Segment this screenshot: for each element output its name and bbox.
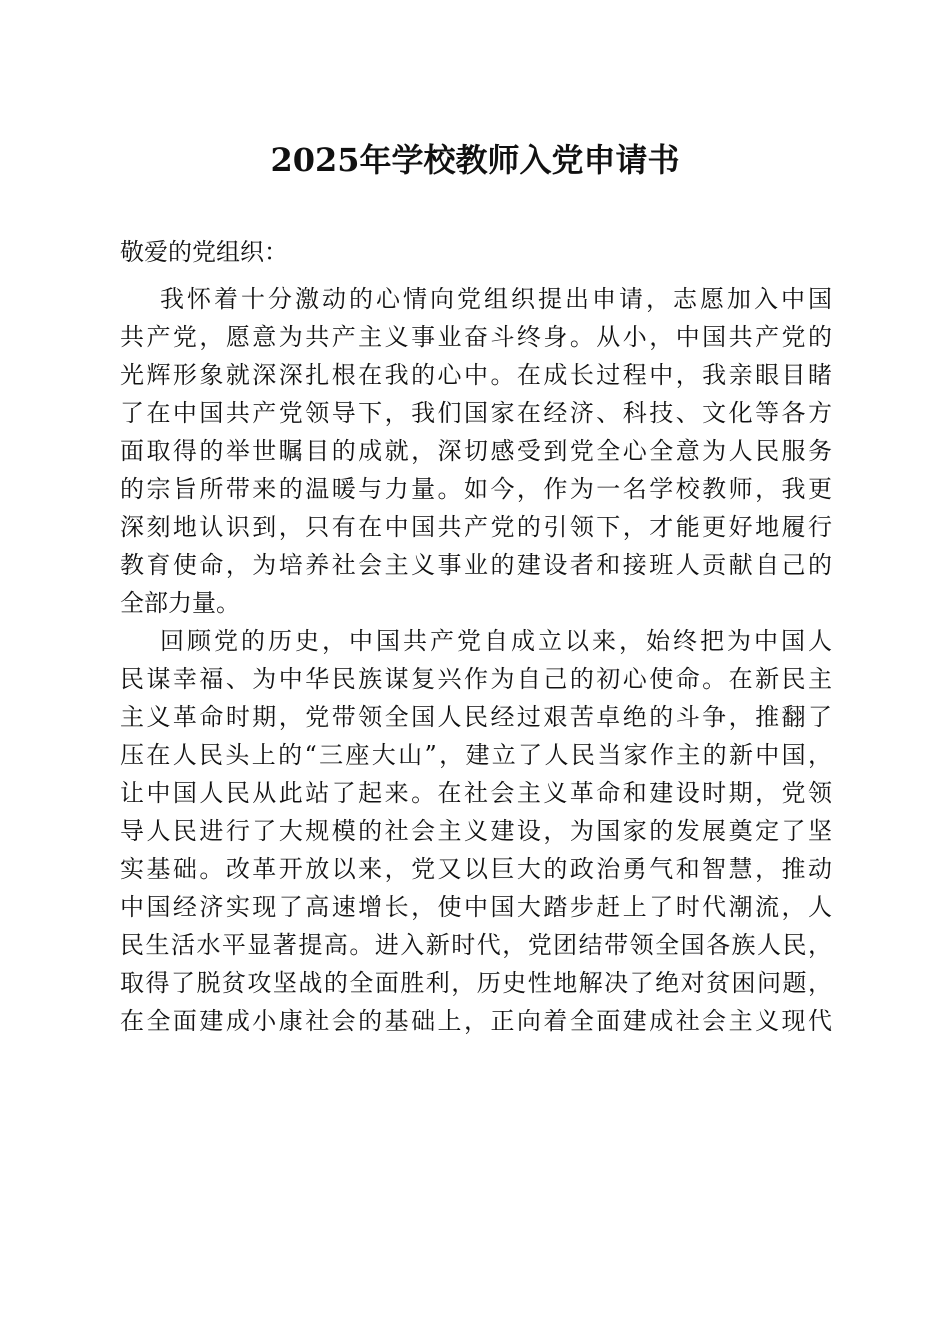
salutation: 敬爱的党组织： <box>120 238 288 266</box>
text-line: 的宗旨所带来的温暖与力量。如今，作为一名学校教师，我更 <box>120 475 832 503</box>
text-line: 回顾党的历史，中国共产党自成立以来，始终把为中国人 <box>160 627 832 655</box>
text-line: 教育使命，为培养社会主义事业的建设者和接班人贡献自己的 <box>120 551 832 579</box>
text-line: 我怀着十分激动的心情向党组织提出申请，志愿加入中国 <box>160 285 832 313</box>
text-line: 民生活水平显著提高。进入新时代，党团结带领全国各族人民， <box>120 931 832 959</box>
text-line: 主义革命时期，党带领全国人民经过艰苦卓绝的斗争，推翻了 <box>120 703 832 731</box>
document-body <box>120 280 832 1040</box>
text-line: 取得了脱贫攻坚战的全面胜利，历史性地解决了绝对贫困问题， <box>120 969 832 997</box>
text-line: 导人民进行了大规模的社会主义建设，为国家的发展奠定了坚 <box>120 817 832 845</box>
document-title: 2025年学校教师入党申请书 <box>270 141 680 179</box>
paragraph <box>120 622 832 1040</box>
text-line: 全部力量。 <box>120 589 240 617</box>
text-line: 民谋幸福、为中华民族谋复兴作为自己的初心使命。在新民主 <box>120 665 832 693</box>
text-line: 面取得的举世瞩目的成就，深切感受到党全心全意为人民服务 <box>120 437 832 465</box>
text-line: 让中国人民从此站了起来。在社会主义革命和建设时期，党领 <box>120 779 832 807</box>
text-line: 光辉形象就深深扎根在我的心中。在成长过程中，我亲眼目睹 <box>120 361 832 389</box>
text-line: 在全面建成小康社会的基础上，正向着全面建成社会主义现代 <box>120 1007 832 1035</box>
text-line: 共产党，愿意为共产主义事业奋斗终身。从小，中国共产党的 <box>120 323 832 351</box>
text-line: 了在中国共产党领导下，我们国家在经济、科技、文化等各方 <box>120 399 832 427</box>
text-line: 实基础。改革开放以来，党又以巨大的政治勇气和智慧，推动 <box>120 855 832 883</box>
text-line: 压在人民头上的“三座大山”，建立了人民当家作主的新中国， <box>120 741 832 769</box>
text-line: 中国经济实现了高速增长，使中国大踏步赶上了时代潮流，人 <box>120 893 832 921</box>
text-line: 深刻地认识到，只有在中国共产党的引领下，才能更好地履行 <box>120 513 832 541</box>
paragraph <box>120 280 832 622</box>
